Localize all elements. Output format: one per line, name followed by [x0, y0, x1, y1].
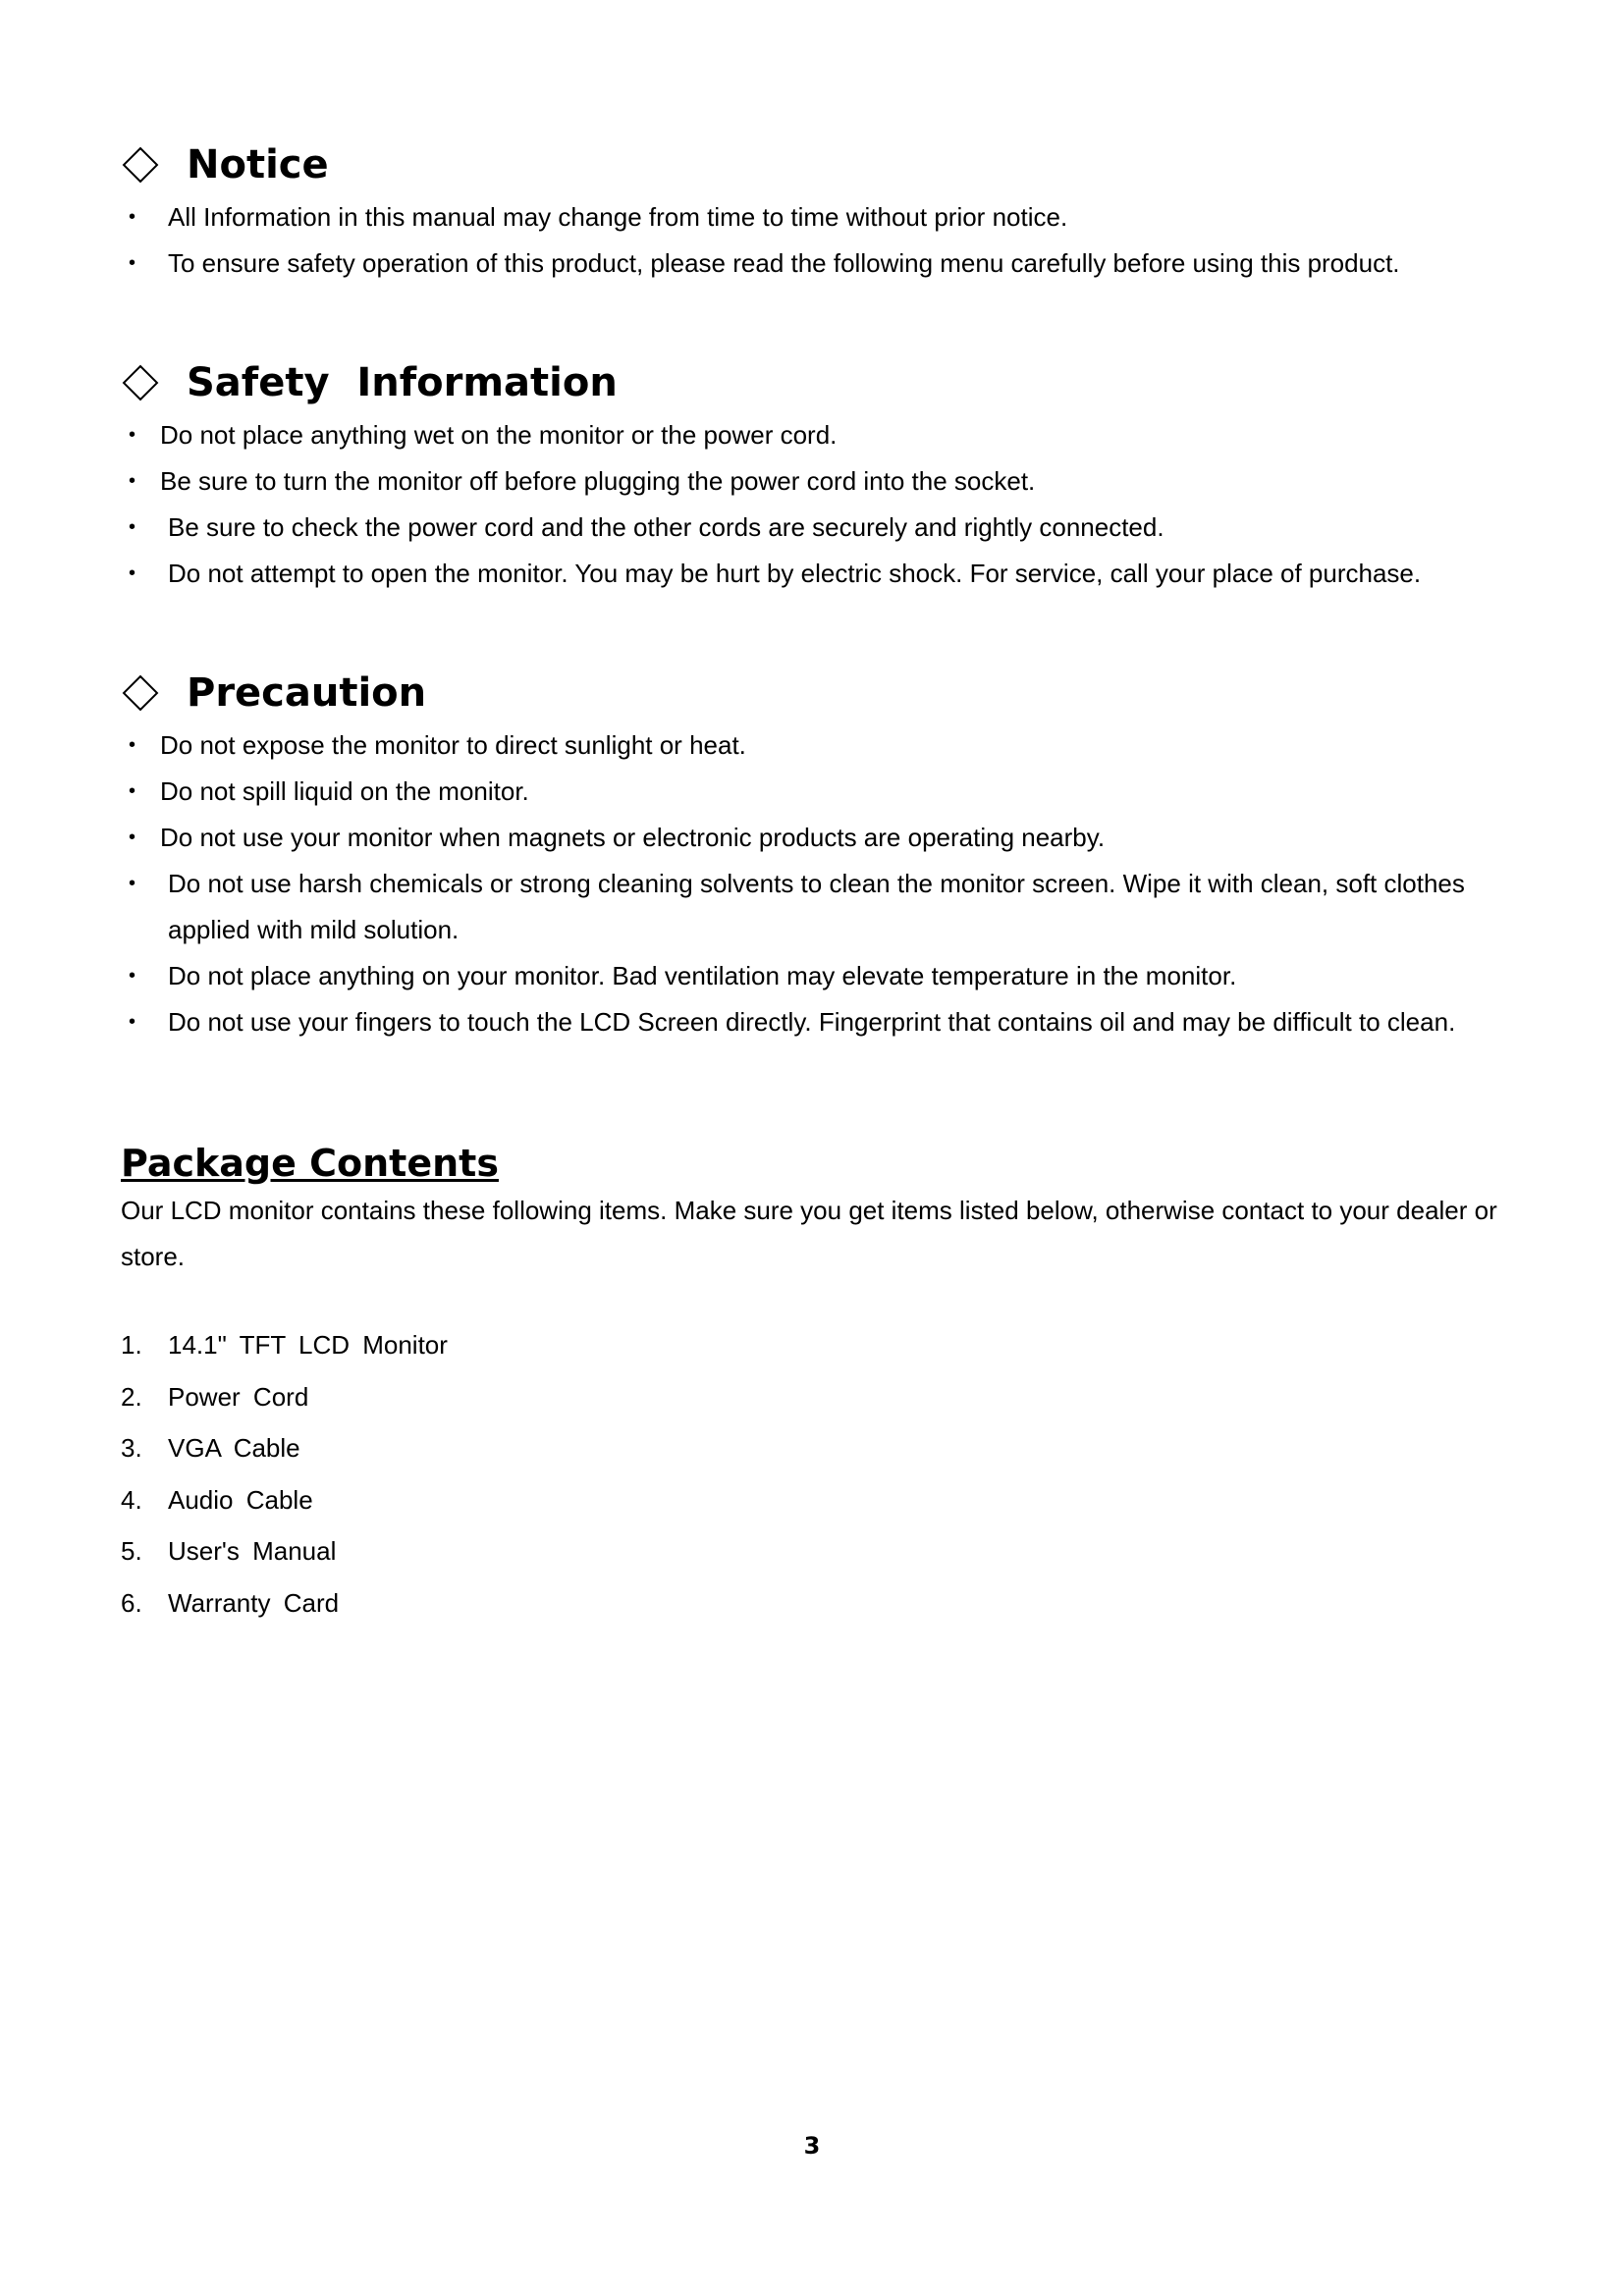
list-item: 5. User's Manual — [121, 1536, 337, 1566]
bullet-icon: • — [129, 780, 136, 802]
safety-title: Safety Information — [187, 360, 618, 405]
precaution-heading — [121, 664, 1535, 722]
list-item: • Do not use your fingers to touch the LCD Screen directly. Fingerprint that contains oil and may be difficult to clean. — [121, 999, 1535, 1045]
bullet-icon: • — [129, 206, 136, 228]
safety-heading — [121, 353, 1535, 412]
bullet-icon: • — [129, 965, 136, 987]
bullet-icon: • — [129, 1011, 136, 1033]
list-item: 6. Warranty Card — [121, 1587, 340, 1618]
list-item: • Do not expose the monitor to direct sunlight or heat. — [121, 722, 1535, 769]
notice-list — [121, 194, 1535, 287]
list-item: 1. 14.1" TFT LCD Monitor — [121, 1330, 448, 1360]
precaution-title: Precaution — [187, 670, 427, 716]
safety-section — [121, 353, 1535, 597]
list-item: • Be sure to check the power cord and the other cords are securely and rightly connected. — [121, 505, 1535, 551]
list-item: • Do not attempt to open the monitor. You may be hurt by electric shock. For service, call your place of purchase. — [121, 551, 1535, 597]
list-item: • All Information in this manual may change from time to time without prior notice. — [121, 194, 1535, 240]
diamond-icon — [123, 365, 159, 401]
package-title: Package Contents — [121, 1142, 499, 1185]
bullet-icon: • — [129, 873, 136, 894]
precaution-list — [121, 722, 1535, 1045]
notice-heading — [121, 135, 1535, 194]
diamond-icon — [123, 675, 159, 712]
package-list — [121, 1319, 1535, 1629]
list-item: • Do not use harsh chemicals or strong cleaning solvents to clean the monitor screen. Wipe it with clean, soft clothes applied with mild solution. — [121, 861, 1523, 953]
bullet-icon: • — [129, 470, 136, 492]
bullet-icon: • — [129, 252, 136, 274]
list-item: • Be sure to turn the monitor off before plugging the power cord into the socket. — [121, 458, 1535, 505]
list-item: • Do not use your monitor when magnets or electronic products are operating nearby. — [121, 815, 1535, 861]
package-section — [121, 1139, 1535, 1629]
bullet-icon: • — [129, 562, 136, 584]
notice-section — [121, 135, 1535, 287]
list-item: • Do not spill liquid on the monitor. — [121, 769, 1535, 815]
bullet-icon: • — [129, 734, 136, 756]
safety-list — [121, 412, 1535, 597]
diamond-icon — [123, 147, 159, 184]
list-item: • To ensure safety operation of this product, please read the following menu carefully before using this product. — [121, 240, 1535, 287]
list-item: • Do not place anything on your monitor. Bad ventilation may elevate temperature in the monitor. — [121, 953, 1535, 999]
list-item: • Do not place anything wet on the monitor or the power cord. — [121, 412, 1535, 458]
page-number: 3 — [803, 2132, 821, 2160]
list-item: 3. VGA Cable — [121, 1433, 300, 1463]
package-intro: Our LCD monitor contains these following items. Make sure you get items listed below, otherwise contact to your dealer or store. — [121, 1196, 1497, 1271]
bullet-icon: • — [129, 827, 136, 848]
list-item: 4. Audio Cable — [121, 1484, 313, 1515]
notice-title: Notice — [187, 142, 329, 187]
bullet-icon: • — [129, 516, 136, 538]
precaution-section — [121, 664, 1535, 1045]
bullet-icon: • — [129, 424, 136, 446]
list-item: 2. Power Cord — [121, 1381, 309, 1412]
